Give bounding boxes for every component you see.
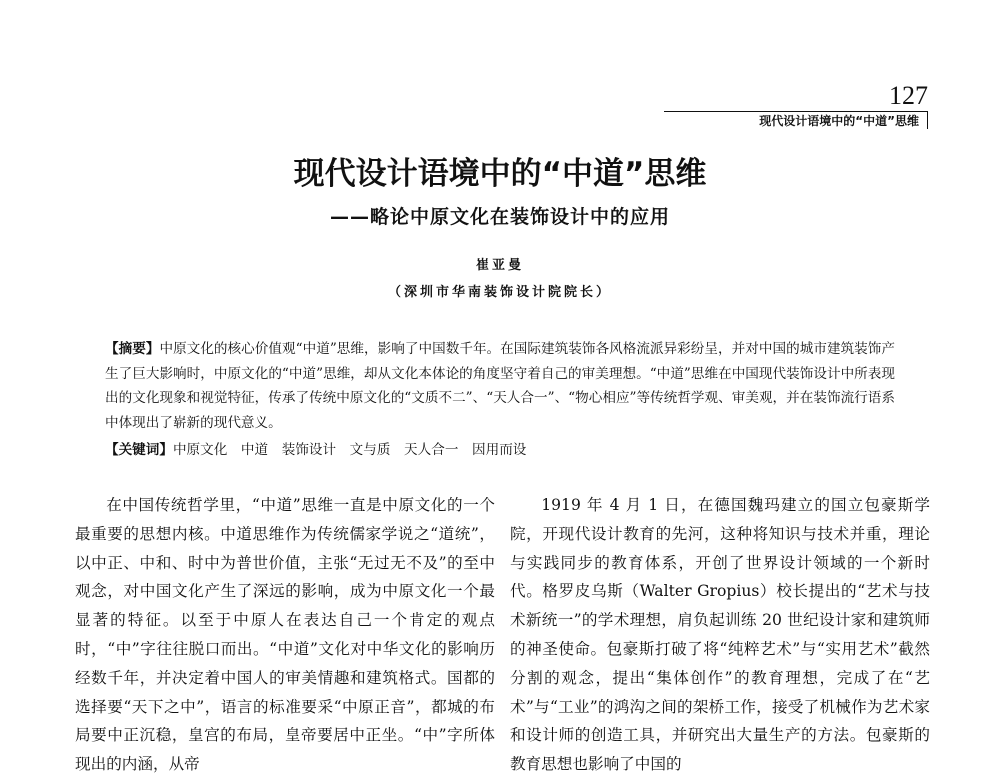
abstract-text: 中原文化的核心价值观“中道”思维，影响了中国数千年。在国际建筑装饰各风格流派异彩纷呈，并对中国的城市建筑装饰产生了巨大影响时，中原文化的“中道”思维，却从文化本体论的角度坚守着自己的审美理想。“中道”思维在中国现代装饰设计中所表现出的文化现象和视觉特征，传承了传统中原文化的“文质不二”、“天人合一”、“物心相应”等传统哲学观、审美观，并在装饰流行语系中体现出了崭新的现代意义。 [105,341,895,431]
keywords [105,438,895,463]
author-affiliation: （深圳市华南装饰设计院院长） [387,285,612,300]
abstract [105,337,895,435]
article-subtitle: ——略论中原文化在装饰设计中的应用 [329,206,670,228]
running-title: 现代设计语境中的“中道”思维 [664,111,928,129]
page-number: 127 [889,81,928,110]
article-title: 现代设计语境中的“中道”思维 [293,156,707,192]
author-name: 崔亚曼 [475,258,524,273]
keywords-label: 【关键词】 [105,442,173,458]
abstract-label: 【摘要】 [105,341,160,357]
body-right-column: 1919 年 4 月 1 日，在德国魏玛建立的国立包豪斯学院，开现代设计教育的先河，这种将知识与技术并重，理论与实践同步的教育体系，开创了世界设计领域的一个新时代。格罗皮乌斯（Walter Gropius）校长提出的“艺术与技术新统一”的学术理想，肩负起训练 20 世纪设计家和建筑师的神圣使命。包豪斯打破了将“纯粹艺术”与“实用艺术”截然分割的观念，提出“集体创作”的教育理想，完成了在“艺术”与“工业”的鸿沟之间的架桥工作，接受了机械作为艺术家和设计师的创造工具，并研究出大量生产的方法。包豪斯的教育思想也影响了中国的 [510,496,930,774]
keywords-text: 中原文化 中道 装饰设计 文与质 天人合一 因用而设 [172,442,527,458]
body-left-column: 在中国传统哲学里，“中道”思维一直是中原文化的一个最重要的思想内核。中道思维作为传统儒家学说之“道统”，以中正、中和、时中为普世价值，主张“无过无不及”的至中观念，对中国文化产生了深远的影响，成为中原文化一个最显著的特征。以至于中原人在表达自己一个肯定的观点时，“中”字往往脱口而出。“中道”文化对中华文化的影响历经数千年，并决定着中国人的审美情趣和建筑格式。国都的选择要“天下之中”，语言的标准要采“中原正音”，都城的布局要中正沉稳，皇宫的布局，皇帝要居中正坐。“中”字所体现出的内涵，从帝 [75,496,495,774]
